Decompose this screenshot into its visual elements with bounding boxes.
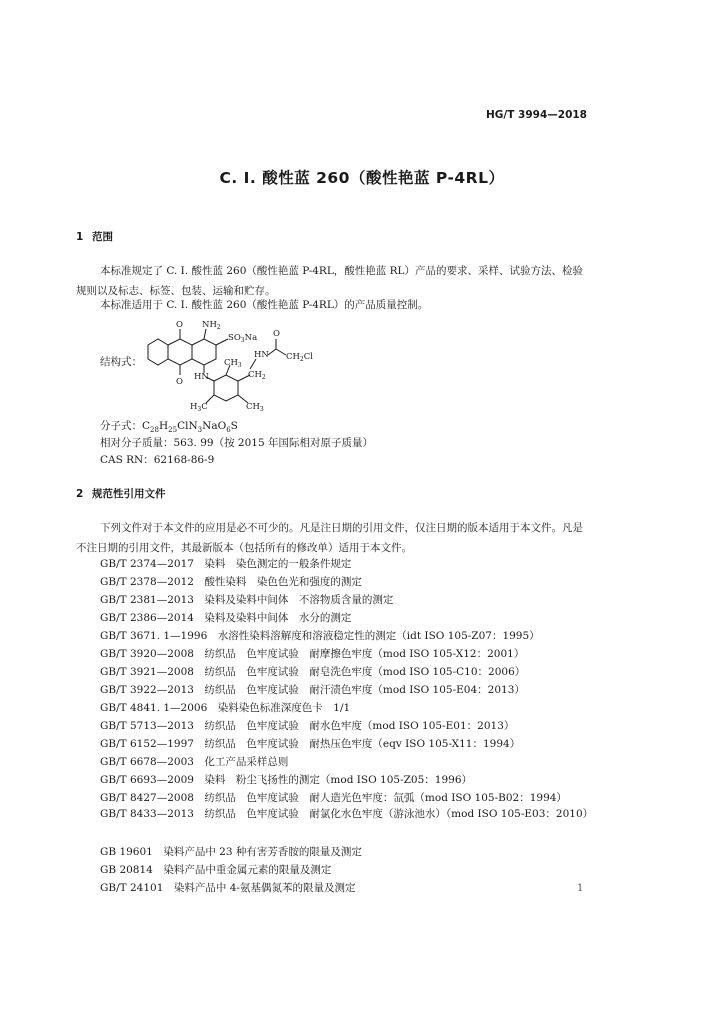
carbonyl-o-top: O xyxy=(176,320,183,330)
svg-text:H3C xyxy=(190,402,208,411)
ch2cl-tail: Cl xyxy=(303,352,313,362)
document-title: C. I. 酸性蓝 260（酸性艳蓝 P-4RL） xyxy=(219,169,505,187)
scope-paragraph: 本标准规定了 C. I. 酸性蓝 260（酸性艳蓝 P-4RL，酸性艳蓝 RL）产品的要求、采样、试验方法、检验规则以及标志、标签、包装、运输和贮存。 xyxy=(76,265,584,297)
reference-item: GB/T 4841. 1—2006 染料染色标准深度色卡 1/1 xyxy=(100,702,351,714)
formula-n-sub: 3 xyxy=(197,426,203,435)
ch3-upper-subscript: 3 xyxy=(237,362,242,369)
reference-item: GB/T 24101 染料产品中 4-氨基偶氮苯的限量及测定 xyxy=(100,882,356,894)
cas-number: CAS RN：62168-86-9 xyxy=(100,454,215,466)
amide-o-text: O xyxy=(273,329,280,339)
nh2-subscript: 2 xyxy=(216,324,221,331)
ch2-text: CH xyxy=(248,370,262,380)
svg-text:CH3 xyxy=(224,358,242,369)
formula-s: S xyxy=(230,420,238,432)
svg-text:SO3Na xyxy=(228,333,257,344)
structural-formula xyxy=(140,315,320,411)
reference-item: GB/T 8427—2008 纺织品 色牢度试验 耐人造光色牢度：氙弧（mod ISO 105-B02：1994） xyxy=(100,792,567,804)
molecular-mass: 相对分子质量：563. 99（按 2015 年国际相对原子质量） xyxy=(100,437,373,449)
formula-h: H xyxy=(158,420,169,432)
reference-item: GB/T 6678—2003 化工产品采样总则 xyxy=(100,756,289,768)
trimethylphenyl-ring xyxy=(214,375,238,401)
formula-nao: NaO xyxy=(202,420,227,432)
formula-c-sub: 28 xyxy=(150,426,159,435)
standard-number: HG/T 3994—2018 xyxy=(485,109,587,121)
reference-item: GB/T 6693—2009 染料 粉尘飞扬性的测定（mod ISO 105-Z05：1996） xyxy=(100,774,473,786)
reference-item: GB/T 8433—2013 纺织品 色牢度试验 耐氯化水色牢度（游泳池水）（mod ISO 105-E03：2010） xyxy=(100,808,594,820)
reference-item: GB/T 2386—2014 染料及染料中间体 水分的测定 xyxy=(100,612,352,624)
reference-item: GB/T 3921—2008 纺织品 色牢度试验 耐皂洗色牢度（mod ISO 105-C10：2006） xyxy=(100,666,526,678)
left-benzene-ring xyxy=(148,339,168,365)
svg-text:CH3 xyxy=(246,402,264,411)
carbonyl-o-bottom: O xyxy=(176,377,183,387)
reference-item: GB/T 2381—2013 染料及染料中间体 不溶物质含量的测定 xyxy=(100,594,394,606)
svg-text:NH2 xyxy=(202,320,221,331)
h3c-tail: C xyxy=(201,402,208,411)
reference-item: GB/T 3671. 1—1996 水溶性染料溶解度和溶液稳定性的测定（idt ISO 105-Z07：1995） xyxy=(100,630,540,642)
applicability-paragraph: 本标准适用于 C. I. 酸性蓝 260（酸性艳蓝 P-4RL）的产品质量控制。 xyxy=(100,299,429,311)
formula-label: 分子式： xyxy=(100,420,142,432)
reference-item: GB/T 3922—2013 纺织品 色牢度试验 耐汗渍色牢度（mod ISO 105-E04：2013） xyxy=(100,684,525,696)
ch3-lower-text: CH xyxy=(246,402,260,411)
so3na-subscript: 3 xyxy=(240,337,245,344)
section-1-title: 范围 xyxy=(92,231,113,243)
ch3-lower-subscript: 3 xyxy=(259,406,264,411)
molecular-formula xyxy=(100,418,238,434)
section-2-title: 规范性引用文件 xyxy=(92,488,166,500)
formula-cln: ClN xyxy=(177,420,198,432)
page-number: 1 xyxy=(577,883,584,894)
right-aromatic-ring xyxy=(192,339,216,365)
structure-label: 结构式： xyxy=(100,356,142,368)
ch3-upper-text: CH xyxy=(224,358,238,368)
normative-refs-intro: 下列文件对于本文件的应用是必不可少的。凡是注日期的引用文件，仅注日期的版本适用于本文件。凡是不注日期的引用文件，其最新版本（包括所有的修改单）适用于本文件。 xyxy=(76,522,583,554)
section-2-heading xyxy=(76,486,166,501)
h3c-text: H xyxy=(190,402,198,411)
middle-quinone-ring xyxy=(168,339,192,365)
svg-text:CH2 xyxy=(248,370,266,381)
hn-left-text: HN xyxy=(194,372,209,382)
reference-item: GB/T 2374—2017 染料 染色测定的一般条件规定 xyxy=(100,558,352,570)
formula-h-sub: 25 xyxy=(168,426,178,435)
formula-c: C xyxy=(142,420,151,432)
ch2-subscript: 2 xyxy=(261,374,266,381)
reference-item: GB 19601 染料产品中 23 种有害芳香胺的限量及测定 xyxy=(100,846,362,858)
nh2-text: NH xyxy=(202,320,217,330)
reference-item: GB/T 3920—2008 纺织品 色牢度试验 耐摩擦色牢度（mod ISO 105-X12：2001） xyxy=(100,648,525,660)
ch2cl-subscript: 2 xyxy=(299,356,304,363)
reference-item: GB/T 5713—2013 纺织品 色牢度试验 耐水色牢度（mod ISO 105-E01：2013） xyxy=(100,720,515,732)
formula-o-sub: 6 xyxy=(226,426,231,435)
reference-item: GB/T 2378—2012 酸性染料 染色色光和强度的测定 xyxy=(100,576,362,588)
h3c-subscript: 3 xyxy=(197,406,202,411)
so3na-text: SO xyxy=(228,333,241,343)
section-1-heading xyxy=(76,229,113,244)
reference-item: GB 20814 染料产品中重金属元素的限量及测定 xyxy=(100,864,332,876)
hn-amide-text: HN xyxy=(254,350,269,360)
so3na-tail: Na xyxy=(244,333,258,343)
ch2cl-text: CH xyxy=(286,352,300,362)
svg-text:CH2Cl xyxy=(286,352,313,363)
section-1-number: 1 xyxy=(76,231,84,243)
reference-item: GB/T 6152—1997 纺织品 色牢度试验 耐热压色牢度（eqv ISO 105-X11：1994） xyxy=(100,738,521,750)
section-2-number: 2 xyxy=(76,488,84,500)
